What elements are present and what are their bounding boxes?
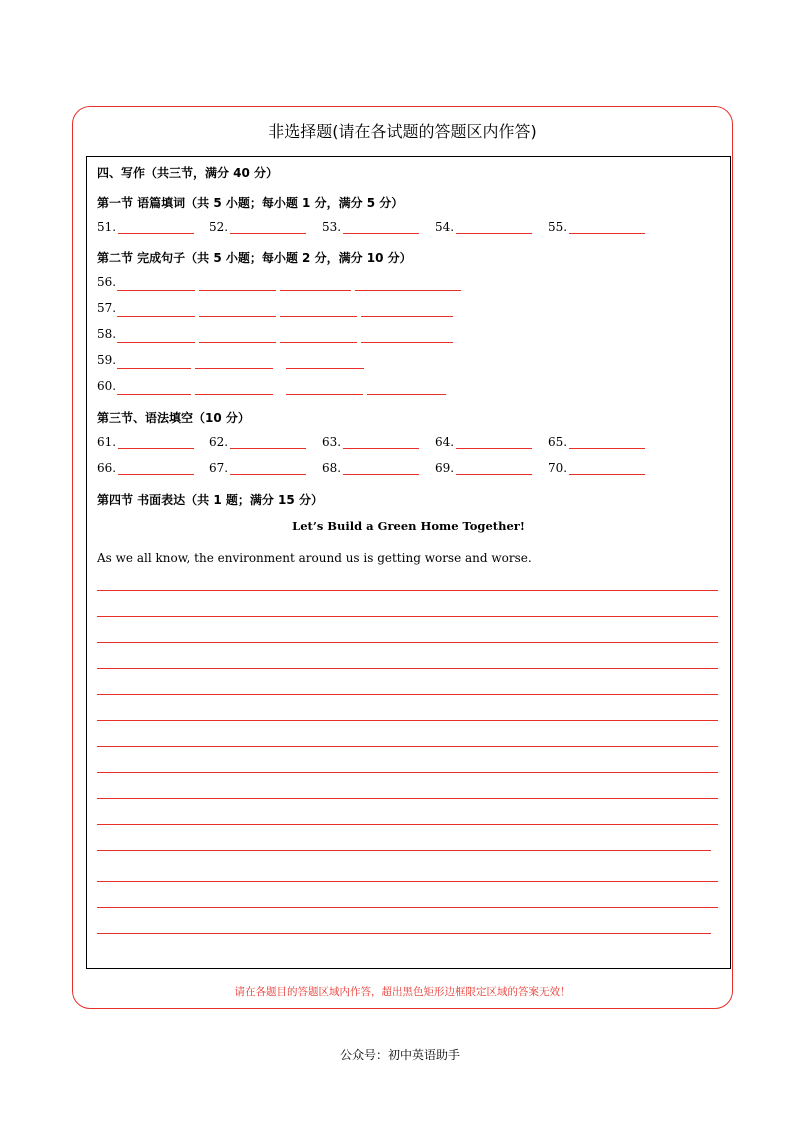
part4-heading: 第四节 书面表达（共 1 题；满分 15 分） bbox=[97, 493, 323, 507]
answer-blank-66[interactable]: 66. bbox=[97, 461, 194, 475]
answer-blank-53[interactable]: 53. bbox=[322, 220, 419, 234]
sentence-row-59[interactable]: 59. bbox=[87, 353, 730, 373]
section-heading: 四、写作（共三节，满分 40 分） bbox=[97, 166, 279, 180]
part1-row bbox=[87, 220, 730, 240]
part1-heading: 第一节 语篇填词（共 5 小题；每小题 1 分，满分 5 分） bbox=[97, 196, 404, 210]
composition-title: Let’s Build a Green Home Together! bbox=[292, 519, 525, 533]
writing-line[interactable] bbox=[97, 590, 718, 591]
writing-line[interactable] bbox=[97, 881, 718, 882]
answer-blank-63[interactable]: 63. bbox=[322, 435, 419, 449]
answer-blank-62[interactable]: 62. bbox=[209, 435, 306, 449]
part3-heading: 第三节、语法填空（10 分） bbox=[97, 411, 250, 425]
writing-line[interactable] bbox=[97, 668, 718, 669]
writing-line[interactable] bbox=[97, 907, 718, 908]
composition-opening: As we all know, the environment around us is getting worse and worse. bbox=[97, 551, 532, 565]
answer-blank-54[interactable]: 54. bbox=[435, 220, 532, 234]
writing-line[interactable] bbox=[97, 933, 711, 934]
writing-line[interactable] bbox=[97, 746, 718, 747]
answer-blank-69[interactable]: 69. bbox=[435, 461, 532, 475]
writing-line[interactable] bbox=[97, 720, 718, 721]
part2-heading: 第二节 完成句子（共 5 小题；每小题 2 分，满分 10 分） bbox=[97, 251, 412, 265]
part3-row-1 bbox=[87, 435, 730, 455]
boundary-warning: 请在各题目的答题区域内作答，超出黑色矩形边框限定区域的答案无效！ bbox=[234, 986, 571, 998]
answer-blank-70[interactable]: 70. bbox=[548, 461, 645, 475]
answer-frame bbox=[86, 156, 731, 969]
page-footer: 公众号：初中英语助手 bbox=[339, 1048, 460, 1062]
writing-line[interactable] bbox=[97, 772, 718, 773]
writing-line[interactable] bbox=[97, 642, 718, 643]
answer-blank-55[interactable]: 55. bbox=[548, 220, 645, 234]
writing-line[interactable] bbox=[97, 616, 718, 617]
part3-row-2 bbox=[87, 461, 730, 481]
answer-blank-65[interactable]: 65. bbox=[548, 435, 645, 449]
sentence-row-56[interactable]: 56. bbox=[87, 275, 730, 295]
answer-blank-68[interactable]: 68. bbox=[322, 461, 419, 475]
answer-blank-67[interactable]: 67. bbox=[209, 461, 306, 475]
writing-line[interactable] bbox=[97, 798, 718, 799]
sentence-row-60[interactable]: 60. bbox=[87, 379, 730, 399]
sheet-title: 非选择题(请在各试题的答题区内作答) bbox=[268, 122, 537, 141]
writing-line[interactable] bbox=[97, 824, 718, 825]
answer-blank-64[interactable]: 64. bbox=[435, 435, 532, 449]
answer-blank-61[interactable]: 61. bbox=[97, 435, 194, 449]
answer-blank-51[interactable]: 51. bbox=[97, 220, 194, 234]
writing-line[interactable] bbox=[97, 850, 711, 851]
answer-blank-52[interactable]: 52. bbox=[209, 220, 306, 234]
sentence-row-57[interactable]: 57. bbox=[87, 301, 730, 321]
writing-line[interactable] bbox=[97, 694, 718, 695]
sentence-row-58[interactable]: 58. bbox=[87, 327, 730, 347]
answer-sheet-panel bbox=[72, 106, 733, 1009]
